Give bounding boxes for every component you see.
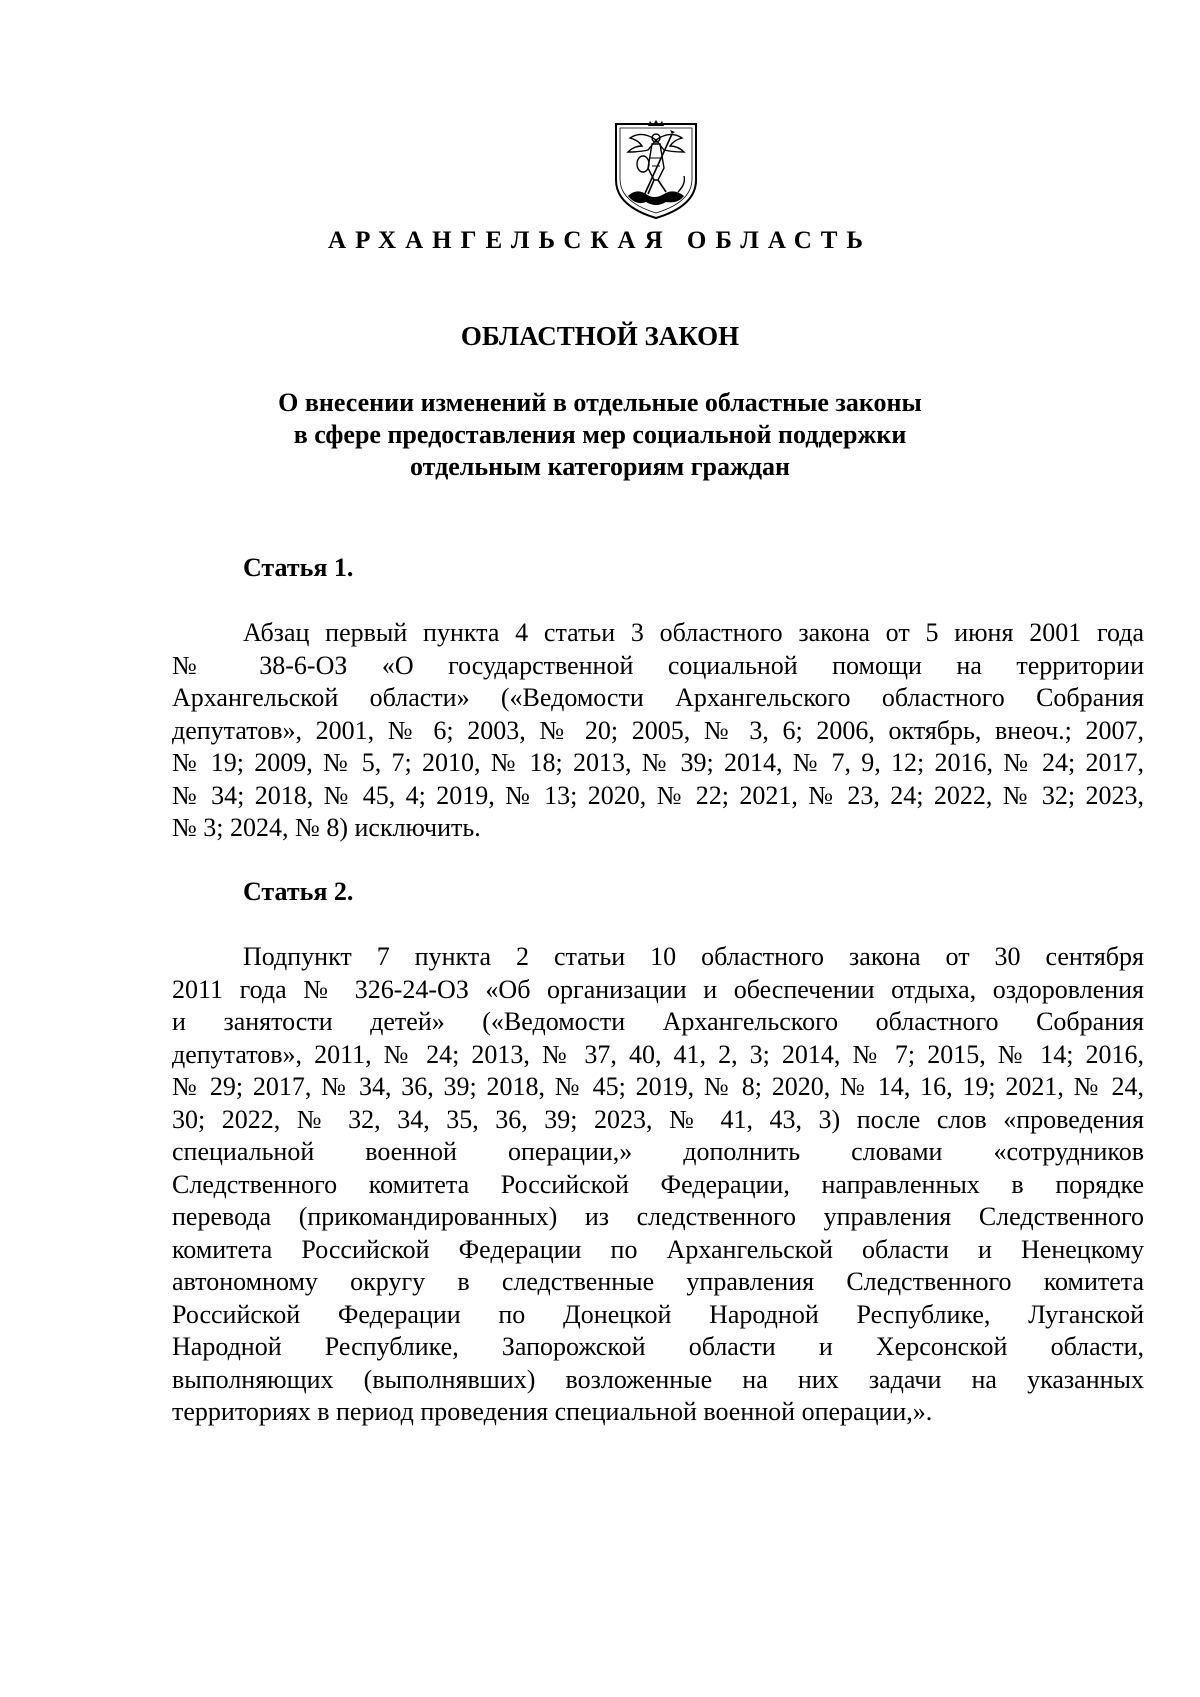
text-line: № 3; 2024, № 8) исключить. — [172, 813, 481, 842]
title-line: в сфере предоставления мер социальной поддержки — [293, 420, 907, 449]
text-line: выполняющих (выполнявших) возложенные на них задачи на указанных — [172, 1364, 1144, 1394]
article-2-text — [172, 941, 1144, 1429]
article-1-heading: Статья 1. — [243, 553, 354, 582]
text-line: 30; 2022, № 32, 34, 35, 36, 39; 2023, № 41, 43, 3) после слов «проведения — [172, 1104, 1144, 1134]
text-line: Подпункт 7 пункта 2 статьи 10 областного закона от 30 сентября — [243, 942, 1144, 971]
document-title — [0, 387, 1200, 483]
article-2-heading: Статья 2. — [243, 877, 354, 906]
region-name: АРХАНГЕЛЬСКАЯ ОБЛАСТЬ — [328, 227, 872, 254]
text-line: Народной Республике, Запорожской области и Херсонской области, — [172, 1332, 1144, 1361]
text-line: № 38-6-ОЗ «О государственной социальной помощи на территории — [172, 650, 1144, 680]
text-line: Российской Федерации по Донецкой Народной Республике, Луганской — [172, 1299, 1144, 1329]
title-line: отдельным категориям граждан — [410, 452, 790, 481]
text-line: перевода (прикомандированных) из следственного управления Следственного — [172, 1202, 1144, 1231]
text-line: и занятости детей» («Ведомости Архангельского областного Собрания — [172, 1007, 1144, 1036]
text-line: Архангельской области» («Ведомости Архангельского областного Собрания — [172, 683, 1144, 712]
text-line: специальной военной операции,» дополнить словами «сотрудников — [172, 1137, 1144, 1166]
text-line: Следственного комитета Российской Федерации, направленных в порядке — [172, 1169, 1144, 1199]
text-line: депутатов», 2001, № 6; 2003, № 20; 2005, № 3, 6; 2006, октябрь, внеоч.; 2007, — [172, 715, 1144, 745]
text-line: территориях в период проведения специальной военной операции,». — [172, 1397, 933, 1426]
text-line: 2011 года № 326-24-ОЗ «Об организации и обеспечении отдыха, оздоровления — [172, 974, 1144, 1004]
document-type: ОБЛАСТНОЙ ЗАКОН — [460, 321, 740, 351]
text-line: № 19; 2009, № 5, 7; 2010, № 18; 2013, № 39; 2014, № 7, 9, 12; 2016, № 24; 2017, — [172, 748, 1144, 777]
article-1-text — [172, 617, 1144, 845]
text-line: комитета Российской Федерации по Архангельской области и Ненецкому — [172, 1234, 1144, 1264]
title-line: О внесении изменений в отдельные областные законы — [278, 388, 922, 417]
text-line: № 34; 2018, № 45, 4; 2019, № 13; 2020, № 22; 2021, № 23, 24; 2022, № 32; 2023, — [172, 780, 1144, 810]
coat-of-arms-emblem — [612, 118, 700, 220]
text-line: № 29; 2017, № 34, 36, 39; 2018, № 45; 2019, № 8; 2020, № 14, 16, 19; 2021, № 24, — [172, 1072, 1144, 1101]
text-line: Абзац первый пункта 4 статьи 3 областного закона от 5 июня 2001 года — [243, 618, 1144, 647]
text-line: депутатов», 2011, № 24; 2013, № 37, 40, 41, 2, 3; 2014, № 7; 2015, № 14; 2016, — [172, 1039, 1144, 1069]
text-line: автономному округу в следственные управления Следственного комитета — [172, 1267, 1144, 1296]
